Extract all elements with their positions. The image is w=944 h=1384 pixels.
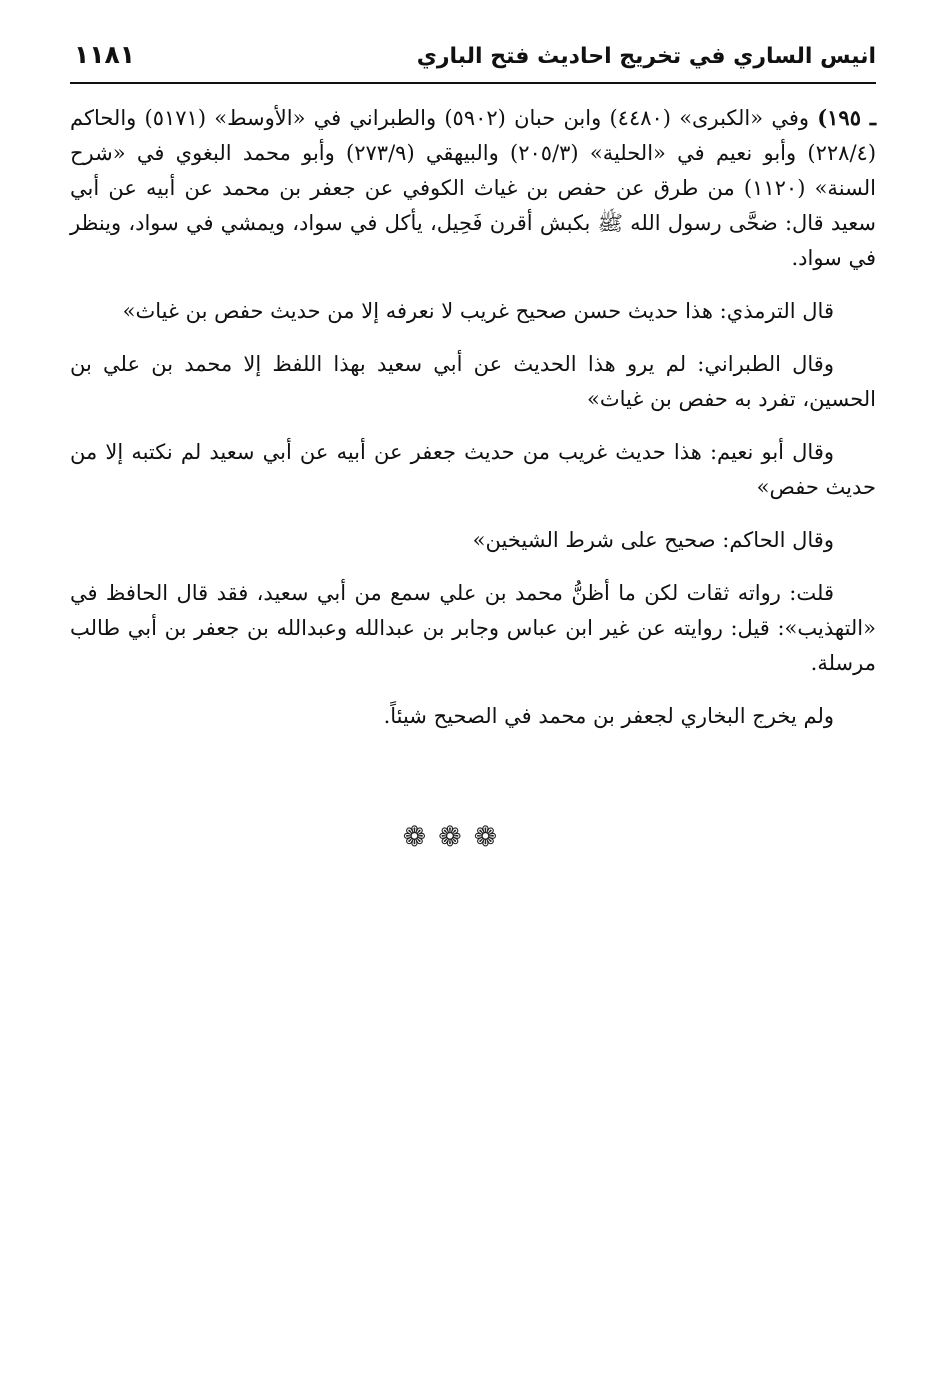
running-header [70,38,876,82]
book-title: انيس الساري في تخريج احاديث فتح الباري [416,44,876,69]
hakim-paragraph: وقال الحاكم: صحيح على شرط الشيخين» [472,528,834,552]
flower-ornament-icon: ❁ [473,820,498,853]
body-text [70,100,876,752]
hadith-text: وفي «الكبرى» (٤٤٨٠) وابن حبان (٥٩٠٢) والطبراني في «الأوسط» (٥١٧١) والحاكم (٢٢٨/٤) وأبو نعيم في «الحلية» (٢٠٥/٣) والبيهقي (٢٧٣/٩) وأبو محمد البغوي في «شرح السنة» (١١٢٠) من طرق عن حفص بن غياث الكوفي عن جعفر بن محمد عن أبيه عن أبي سعيد قال: ضحَّى رسول الله ﷺ بكبش أقرن فَحِيل، يأكل في سواد، ويمشي في سواد، وينظر في سواد. [70,106,877,270]
header-rule [70,82,876,84]
page-number: ١١٨١ [74,40,136,69]
tirmidhi-paragraph: قال الترمذي: هذا حديث حسن صحيح غريب لا نعرفه إلا من حديث حفص بن غياث» [122,299,834,323]
hadith-number: ـ ١٩٥) [817,105,877,130]
section-divider [370,820,530,854]
author-note-paragraph: قلت: رواته ثقات لكن ما أظنُّ محمد بن علي سمع من أبي سعيد، فقد قال الحافظ في «التهذيب»: قيل: روايته عن غير ابن عباس وجابر بن عبدالله وعبدالله بن جعفر بن أبي طالب مرسلة. [70,581,876,675]
hadith-paragraph [70,100,876,276]
flower-ornament-icon: ❁ [402,820,427,853]
abu-nuaym-paragraph: وقال أبو نعيم: هذا حديث غريب من حديث جعفر عن أبيه عن أبي سعيد لم نكتبه إلا من حديث حفص» [70,440,876,499]
tabarani-paragraph: وقال الطبراني: لم يرو هذا الحديث عن أبي سعيد بهذا اللفظ إلا محمد بن علي بن الحسين، تفرد به حفص بن غياث» [70,352,876,411]
bukhari-note-paragraph: ولم يخرج البخاري لجعفر بن محمد في الصحيح شيئاً. [383,704,834,728]
flower-ornament-icon: ❁ [438,820,462,853]
